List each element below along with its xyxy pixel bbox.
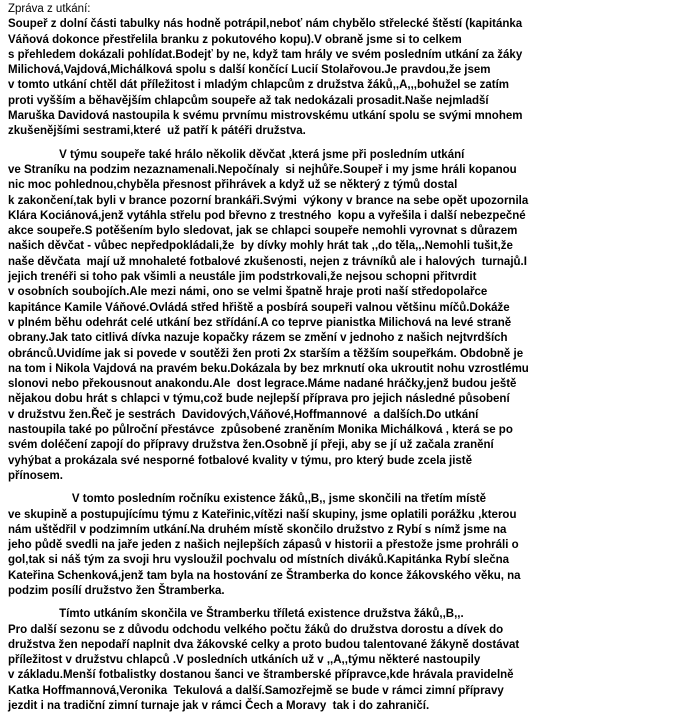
paragraph-gap	[8, 484, 669, 492]
text-line: V týmu soupeře také hrálo několik děvčat ,která jsme při posledním utkání	[8, 148, 465, 161]
text-line: v družstvu žen.Řeč je sestrách Davidových,Váňové,Hoffmannové a dalších.Do utkání	[8, 408, 479, 421]
text-line: zkušenějšími sestrami,které už patří k pátéři družstva.	[8, 125, 306, 138]
text-line: podzim posílí družstvo žen Štramberka.	[8, 584, 225, 597]
text-line: k zakončení,tak byli v brance pozorní brankáři.Svými výkony v brance na sebe opět upozornila	[8, 194, 529, 207]
text-line: slonovi nebo překousnout anakondu.Ale dost legrace.Máme nadané hráčky,jenž budou ještě	[8, 378, 517, 391]
paragraph-1	[8, 17, 669, 139]
text-line: gol,tak si náš tým za svoji hru vysloužil pochvalu od místních diváků.Kapitánka Rybí slečna	[8, 554, 510, 567]
text-line: Tímto utkáním skončila ve Štramberku tříletá existence družstva žáků,,B,,.	[8, 608, 464, 621]
text-line: svém doléčení zapojí do přípravy družstva žen.Osobně jí přeji, aby se jí už začala zranění	[8, 439, 494, 452]
text-line: ve Straníku na podzim nezaznamenali.Nepočínaly si nejhůře.Soupeř i my jsme hráli kopanou	[8, 163, 517, 176]
text-line: v tomto utkání chtěl dát příležitost i mladým chlapcům z družstva žáků,,A,,,bohužel se zatím	[8, 79, 509, 92]
text-line: Kateřina Schenková,jenž tam byla na hostování ze Štramberka do konce žákovského věku, na	[8, 569, 521, 582]
text-line: v osobních soubojích.Ale mezi námi, ono se velmi špatně hraje proti naší středopolařce	[8, 286, 488, 299]
text-line: vyhýbat a prokázala své nesporné fotbalové kvality v týmu, pro který bude zcela jistě	[8, 454, 473, 467]
text-line: na tom i Nikola Vajdová na pravém beku.Dokázala by bez mrknutí oka ukroutit nohu vzrostlému	[8, 362, 529, 375]
text-line: Maruška Davidová nastoupila k svému prvnímu mistrovskému utkání spolu se svými mnohem	[8, 110, 523, 123]
text-line: v základu.Menší fotbalistky dostanou šanci ve štramberské přípravce,kde hrávala pravidelně	[8, 669, 514, 682]
text-line: příležitost v družstvu chlapců .V posledních utkáních už v ,,A,,týmu některé nastoupily	[8, 654, 481, 667]
text-line: jeho půdě svedli na jaře jeden z našich nejlepších zápasů v historii a přestože jsme prohráli o	[8, 539, 519, 552]
text-line: nastoupila také po půlroční přestávce způsobené zraněním Monika Michálková , která se po	[8, 424, 513, 437]
text-line: obránců.Uvidíme jak si povede v soutěži žen proti 2x starším a těžším soupeřkám. Obdobně je	[8, 347, 524, 360]
text-line: kapitánce Kamile Váňové.Ovládá střed hřiště a posbírá soupeři valnou většinu míčů.Dokáže	[8, 301, 510, 314]
paragraph-gap	[8, 140, 669, 148]
text-line: s přehledem dokázali pohlídat.Bodejť by ne, když tam hrály ve svém posledním utkání za žáky	[8, 48, 523, 61]
text-line: nic moc pohlednou,chyběla přesnost přihrávek a když už se některý z týmů dostal	[8, 179, 458, 192]
text-line: jezdit i na tradiční zimní turnaje jak v rámci Čech a Moravy tak i do zahraničí.	[8, 700, 430, 713]
text-line: Soupeř z dolní části tabulky nás hodně potrápil,neboť nám chybělo střelecké štěstí (kapitánka	[8, 18, 523, 31]
text-line: Katka Hoffmannová,Veronika Tekulová a další.Samozřejmě se bude v rámci zimní přípravy	[8, 684, 504, 697]
text-line: proti vyšším a běhavějším chlapcům soupeře až tak nedokázali prosadit.Naše nejmladší	[8, 94, 489, 107]
paragraph-3	[8, 492, 669, 599]
text-line: Klára Kociánová,jenž vytáhla střelu pod břevno z trestného kopu a vyřešila i další nebezpečné	[8, 209, 526, 222]
text-line: obrany.Jak tato citlivá dívka nazuje kopačky rázem se změní v jednoho z našich nejtvrdších	[8, 332, 508, 345]
report-heading: Zpráva z utkání:	[8, 3, 91, 15]
text-line: Váňová dokonce přestřelila branku z pokutového kopu).V obraně jsme si to celkem	[8, 33, 462, 46]
text-line: ve skupině a postupujícímu týmu z Kateřinic,vítězi naší skupiny, jsme oplatili porážku ,kterou	[8, 508, 517, 521]
text-line: našich děvčat - vůbec nepředpokládali,že by dívky mohly hrát tak ,,do těla,,.Nemohli tušit,že	[8, 240, 513, 253]
text-line: nám uštědřil v podzimním utkání.Na druhém místě skončilo družstvo z Rybí s nímž jsme na	[8, 523, 507, 536]
text-line: Pro další sezonu se z důvodu odchodu velkého počtu žáků do družstva dorostu a dívek do	[8, 623, 504, 636]
text-line: naše děvčata mají už mnohaleté fotbalové zkušenosti, nejen z trávníků ale i halových turnajů.I	[8, 255, 527, 268]
text-line: v plném běhu odehrát celé utkání bez střídání.A co teprve pianistka Milichová na levé straně	[8, 316, 512, 329]
text-line: V tomto posledním ročníku existence žáků,,B,, jsme skončili na třetím místě	[8, 493, 487, 506]
paragraph-2	[8, 148, 669, 485]
report-body	[8, 17, 669, 714]
text-line: Milichová,Vajdová,Michálková spolu s další končící Lucií Stolařovou.Je pravdou,že jsem	[8, 64, 491, 77]
text-line: jejich trenéři si toho pak všimli a neustále jim podstrkovali,že nejsou schopni přitvrdit	[8, 271, 477, 284]
text-line: družstva žen nepodaří naplnit dva žákovské celky a proto budou talentované žákyně dostávat	[8, 638, 520, 651]
text-line: nějakou dobu hrát s chlapci v týmu,což bude nejlepší příprava pro jejich následné působení	[8, 393, 510, 406]
paragraph-gap	[8, 599, 669, 607]
text-line: akce soupeře.S potěšením bylo sledovat, jak se chlapci soupeře nemohli vyrovnat s důrazem	[8, 225, 518, 238]
text-line: přínosem.	[8, 469, 63, 482]
